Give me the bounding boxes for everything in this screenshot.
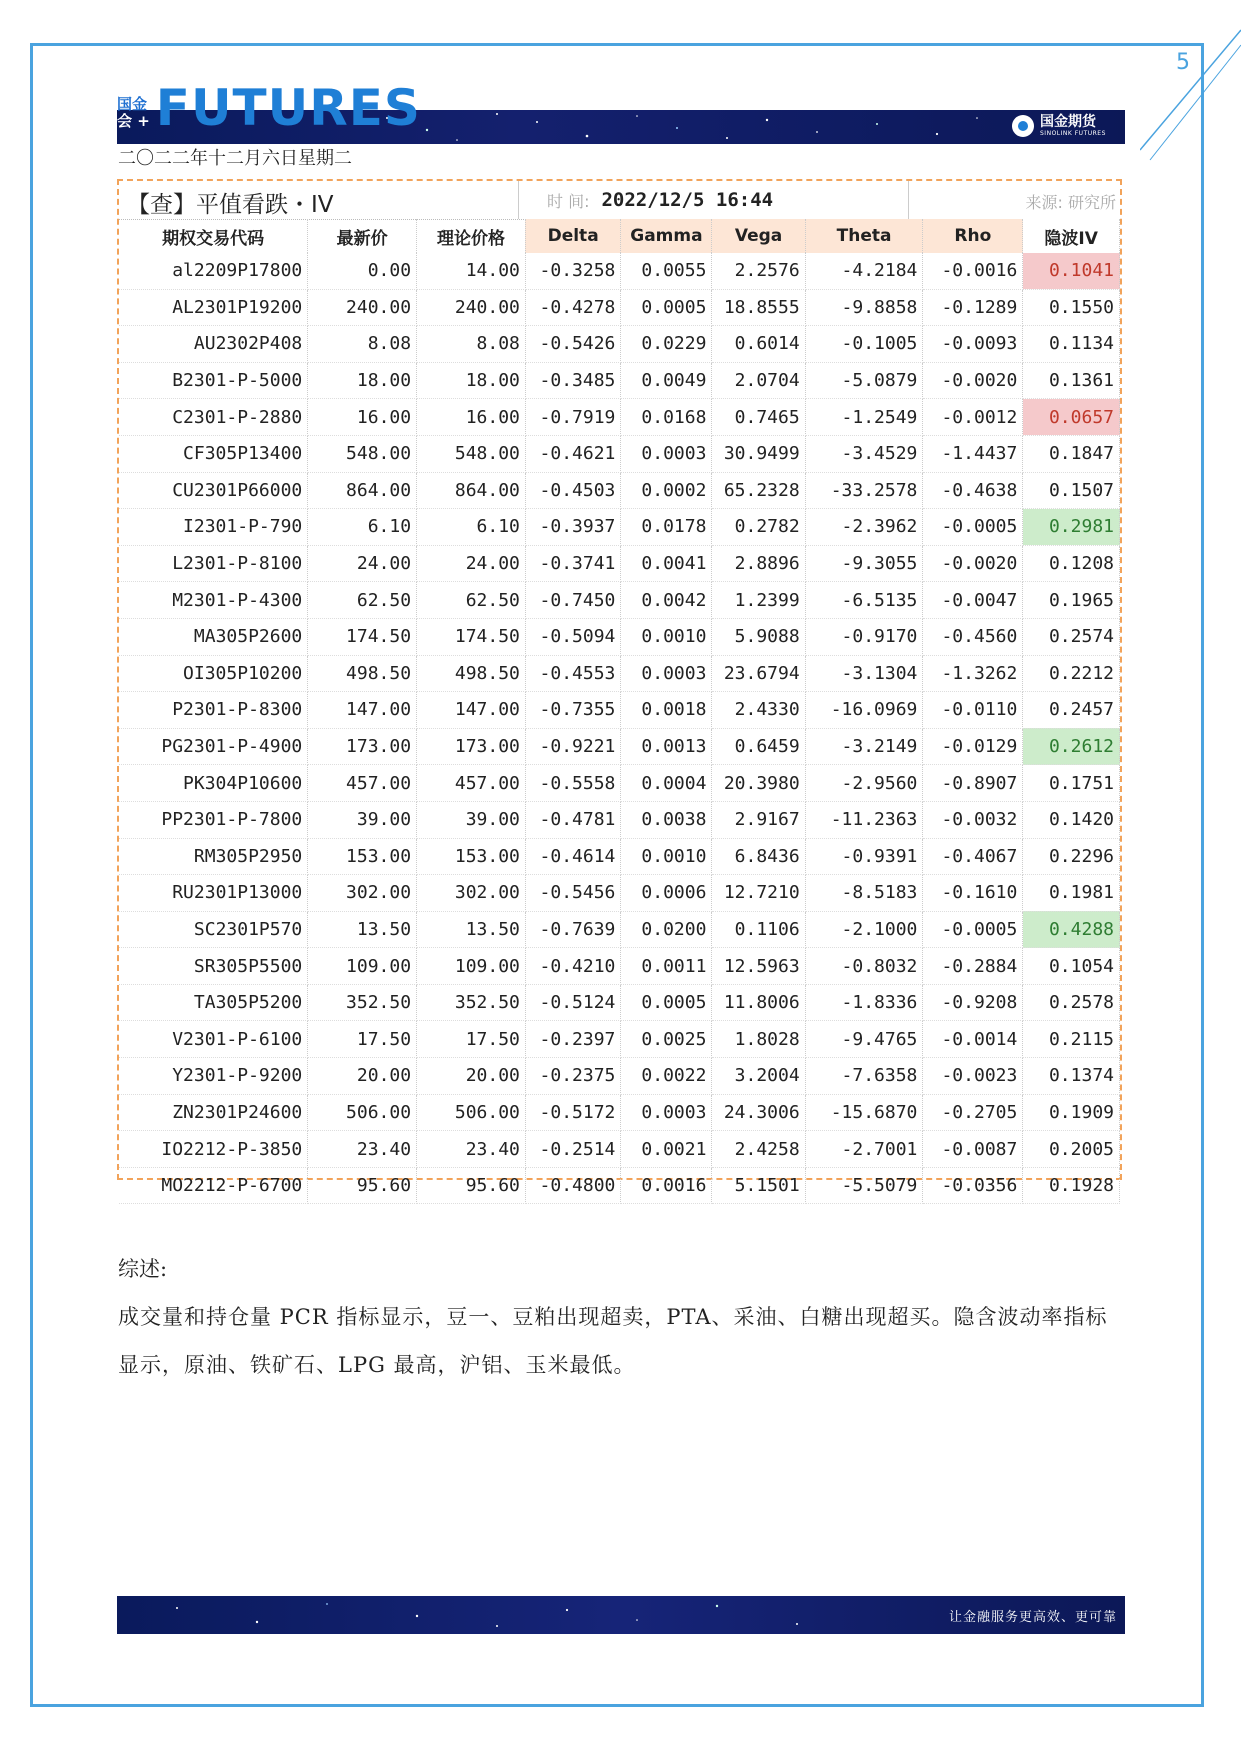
cell-theta: -0.8032 xyxy=(805,948,923,985)
cell-last: 302.00 xyxy=(308,875,417,912)
cell-code: al2209P17800 xyxy=(119,253,308,289)
table-header-row xyxy=(119,219,1120,253)
table-row xyxy=(119,582,1120,619)
cell-iv: 0.2578 xyxy=(1023,984,1120,1021)
table-row xyxy=(119,948,1120,985)
cell-rho: -1.3262 xyxy=(923,655,1023,692)
cell-theta: -3.1304 xyxy=(805,655,923,692)
cell-last: 95.60 xyxy=(308,1167,417,1204)
cell-rho: -0.0047 xyxy=(923,582,1023,619)
table-row xyxy=(119,326,1120,363)
col-theo-header: 理论价格 xyxy=(417,219,526,253)
table-row xyxy=(119,289,1120,326)
cell-last: 548.00 xyxy=(308,435,417,472)
cell-theta: -3.4529 xyxy=(805,435,923,472)
cell-code: MA305P2600 xyxy=(119,618,308,655)
cell-rho: -0.4067 xyxy=(923,838,1023,875)
cell-theo: 457.00 xyxy=(417,765,526,802)
cell-rho: -0.0087 xyxy=(923,1131,1023,1168)
cell-rho: -0.8907 xyxy=(923,765,1023,802)
cell-delta: -0.7639 xyxy=(525,911,620,948)
cell-vega: 1.2399 xyxy=(712,582,805,619)
table-row xyxy=(119,1131,1120,1168)
cell-rho: -0.9208 xyxy=(923,984,1023,1021)
cell-delta: -0.7450 xyxy=(525,582,620,619)
cell-theta: -8.5183 xyxy=(805,875,923,912)
cell-gamma: 0.0025 xyxy=(621,1021,712,1058)
cell-theta: -0.1005 xyxy=(805,326,923,363)
cell-theta: -15.6870 xyxy=(805,1094,923,1131)
cell-theta: -0.9391 xyxy=(805,838,923,875)
cell-theta: -5.0879 xyxy=(805,362,923,399)
cell-rho: -0.0032 xyxy=(923,801,1023,838)
cell-iv: 0.1550 xyxy=(1023,289,1120,326)
cell-code: M2301-P-4300 xyxy=(119,582,308,619)
cell-gamma: 0.0042 xyxy=(621,582,712,619)
cell-theta: -9.3055 xyxy=(805,545,923,582)
table-row xyxy=(119,399,1120,436)
cell-iv: 0.1965 xyxy=(1023,582,1120,619)
cell-last: 6.10 xyxy=(308,509,417,546)
cell-code: Y2301-P-9200 xyxy=(119,1058,308,1095)
cell-code: ZN2301P24600 xyxy=(119,1094,308,1131)
cell-code: CF305P13400 xyxy=(119,435,308,472)
cell-last: 17.50 xyxy=(308,1021,417,1058)
cell-iv: 0.1420 xyxy=(1023,801,1120,838)
cell-theo: 864.00 xyxy=(417,472,526,509)
cell-theta: -7.6358 xyxy=(805,1058,923,1095)
cell-theta: -6.5135 xyxy=(805,582,923,619)
cell-vega: 0.6459 xyxy=(712,728,805,765)
panel-title: 【查】平值看跌・IV xyxy=(119,181,519,219)
cell-vega: 0.7465 xyxy=(712,399,805,436)
col-iv-header: 隐波IV xyxy=(1023,219,1120,253)
table-row xyxy=(119,655,1120,692)
cell-vega: 24.3006 xyxy=(712,1094,805,1131)
cell-vega: 0.1106 xyxy=(712,911,805,948)
cell-theo: 20.00 xyxy=(417,1058,526,1095)
corner-decoration xyxy=(1140,0,1241,170)
cell-vega: 0.2782 xyxy=(712,509,805,546)
cell-delta: -0.2514 xyxy=(525,1131,620,1168)
cell-gamma: 0.0055 xyxy=(621,253,712,289)
cell-delta: -0.4553 xyxy=(525,655,620,692)
cell-iv: 0.2005 xyxy=(1023,1131,1120,1168)
cell-rho: -0.0356 xyxy=(923,1167,1023,1204)
cell-iv: 0.2574 xyxy=(1023,618,1120,655)
brand-icon xyxy=(1012,115,1034,137)
cell-theta: -2.9560 xyxy=(805,765,923,802)
cell-last: 0.00 xyxy=(308,253,417,289)
cell-vega: 12.7210 xyxy=(712,875,805,912)
cell-delta: -0.4781 xyxy=(525,801,620,838)
cell-theo: 506.00 xyxy=(417,1094,526,1131)
table-row xyxy=(119,545,1120,582)
cell-gamma: 0.0005 xyxy=(621,984,712,1021)
cell-last: 864.00 xyxy=(308,472,417,509)
cell-code: PG2301-P-4900 xyxy=(119,728,308,765)
cell-last: 109.00 xyxy=(308,948,417,985)
cell-code: AL2301P19200 xyxy=(119,289,308,326)
cell-rho: -0.0005 xyxy=(923,509,1023,546)
cell-gamma: 0.0041 xyxy=(621,545,712,582)
cell-theo: 352.50 xyxy=(417,984,526,1021)
cell-iv: 0.1054 xyxy=(1023,948,1120,985)
cell-theo: 173.00 xyxy=(417,728,526,765)
brand-cn: 国金期货 xyxy=(1040,114,1096,130)
cell-vega: 6.8436 xyxy=(712,838,805,875)
cell-gamma: 0.0011 xyxy=(621,948,712,985)
summary-heading: 综述: xyxy=(118,1257,168,1281)
cell-theta: -11.2363 xyxy=(805,801,923,838)
cell-theo: 23.40 xyxy=(417,1131,526,1168)
col-gamma-header: Gamma xyxy=(621,219,712,253)
cell-delta: -0.5124 xyxy=(525,984,620,1021)
time-value: 2022/12/5 16:44 xyxy=(601,189,774,211)
cell-delta: -0.4210 xyxy=(525,948,620,985)
futures-logo xyxy=(117,79,421,137)
footer-banner xyxy=(117,1596,1125,1634)
cell-delta: -0.5094 xyxy=(525,618,620,655)
cell-iv: 0.1361 xyxy=(1023,362,1120,399)
cell-delta: -0.5558 xyxy=(525,765,620,802)
cell-delta: -0.7919 xyxy=(525,399,620,436)
cell-theo: 62.50 xyxy=(417,582,526,619)
cell-last: 174.50 xyxy=(308,618,417,655)
cell-gamma: 0.0038 xyxy=(621,801,712,838)
table-row xyxy=(119,472,1120,509)
cell-gamma: 0.0003 xyxy=(621,655,712,692)
cell-gamma: 0.0003 xyxy=(621,435,712,472)
cell-theo: 240.00 xyxy=(417,289,526,326)
cell-last: 23.40 xyxy=(308,1131,417,1168)
cell-delta: -0.5426 xyxy=(525,326,620,363)
cell-gamma: 0.0178 xyxy=(621,509,712,546)
cell-theta: -4.2184 xyxy=(805,253,923,289)
cell-theo: 24.00 xyxy=(417,545,526,582)
cell-theta: -5.5079 xyxy=(805,1167,923,1204)
cell-gamma: 0.0018 xyxy=(621,692,712,729)
table-row xyxy=(119,253,1120,289)
table-row xyxy=(119,911,1120,948)
cell-theta: -9.8858 xyxy=(805,289,923,326)
page-number: 5 xyxy=(1176,50,1190,75)
cell-gamma: 0.0016 xyxy=(621,1167,712,1204)
summary-paragraph: 成交量和持仓量 PCR 指标显示，豆一、豆粕出现超卖，PTA、采油、白糖出现超买。隐含波动率指标显示，原油、铁矿石、LPG 最高，沪铝、玉米最低。 xyxy=(118,1305,1108,1377)
col-theta-header: Theta xyxy=(805,219,923,253)
cell-code: SR305P5500 xyxy=(119,948,308,985)
cell-iv: 0.1134 xyxy=(1023,326,1120,363)
cell-theo: 95.60 xyxy=(417,1167,526,1204)
cell-gamma: 0.0229 xyxy=(621,326,712,363)
cell-theta: -16.0969 xyxy=(805,692,923,729)
cell-last: 506.00 xyxy=(308,1094,417,1131)
cell-theo: 8.08 xyxy=(417,326,526,363)
cell-theta: -9.4765 xyxy=(805,1021,923,1058)
cell-code: IO2212-P-3850 xyxy=(119,1131,308,1168)
cell-delta: -0.2375 xyxy=(525,1058,620,1095)
cell-code: L2301-P-8100 xyxy=(119,545,308,582)
cell-last: 240.00 xyxy=(308,289,417,326)
cell-vega: 18.8555 xyxy=(712,289,805,326)
cell-theo: 16.00 xyxy=(417,399,526,436)
cell-theta: -0.9170 xyxy=(805,618,923,655)
cell-delta: -0.3937 xyxy=(525,509,620,546)
cell-theo: 6.10 xyxy=(417,509,526,546)
cell-gamma: 0.0006 xyxy=(621,875,712,912)
cell-vega: 2.0704 xyxy=(712,362,805,399)
cell-vega: 20.3980 xyxy=(712,765,805,802)
cell-rho: -0.0023 xyxy=(923,1058,1023,1095)
cell-vega: 5.1501 xyxy=(712,1167,805,1204)
cell-rho: -0.0005 xyxy=(923,911,1023,948)
cell-rho: -0.4638 xyxy=(923,472,1023,509)
summary-section xyxy=(118,1245,1128,1389)
cell-iv: 0.2212 xyxy=(1023,655,1120,692)
cell-iv: 0.1981 xyxy=(1023,875,1120,912)
cell-theta: -1.8336 xyxy=(805,984,923,1021)
cell-theo: 39.00 xyxy=(417,801,526,838)
cell-rho: -0.1289 xyxy=(923,289,1023,326)
cell-iv: 0.2981 xyxy=(1023,509,1120,546)
cell-iv: 0.2296 xyxy=(1023,838,1120,875)
cell-vega: 3.2004 xyxy=(712,1058,805,1095)
cell-gamma: 0.0010 xyxy=(621,618,712,655)
cell-delta: -0.5456 xyxy=(525,875,620,912)
cell-code: OI305P10200 xyxy=(119,655,308,692)
time-label: 时 间: xyxy=(547,191,590,211)
cell-code: C2301-P-2880 xyxy=(119,399,308,436)
table-row xyxy=(119,1021,1120,1058)
cell-rho: -0.0093 xyxy=(923,326,1023,363)
cell-delta: -0.3741 xyxy=(525,545,620,582)
cell-iv: 0.1507 xyxy=(1023,472,1120,509)
cell-code: SC2301P570 xyxy=(119,911,308,948)
cell-gamma: 0.0003 xyxy=(621,1094,712,1131)
cell-rho: -0.2705 xyxy=(923,1094,1023,1131)
col-delta-header: Delta xyxy=(525,219,620,253)
iv-panel xyxy=(117,179,1122,1197)
cell-vega: 65.2328 xyxy=(712,472,805,509)
cell-rho: -0.2884 xyxy=(923,948,1023,985)
col-code-header: 期权交易代码 xyxy=(119,219,308,253)
cell-rho: -0.0129 xyxy=(923,728,1023,765)
cell-theo: 13.50 xyxy=(417,911,526,948)
cell-vega: 30.9499 xyxy=(712,435,805,472)
source-label: 来源: 研究所 xyxy=(1025,193,1116,212)
cell-code: CU2301P66000 xyxy=(119,472,308,509)
cell-delta: -0.4278 xyxy=(525,289,620,326)
cell-rho: -0.0012 xyxy=(923,399,1023,436)
cell-theta: -2.3962 xyxy=(805,509,923,546)
cell-iv: 0.1909 xyxy=(1023,1094,1120,1131)
logo-futures-text: FUTURES xyxy=(155,79,421,137)
cell-last: 20.00 xyxy=(308,1058,417,1095)
footer-slogan: 让金融服务更高效、更可靠 xyxy=(948,1610,1117,1625)
cell-iv: 0.0657 xyxy=(1023,399,1120,436)
cell-theta: -3.2149 xyxy=(805,728,923,765)
cell-theo: 498.50 xyxy=(417,655,526,692)
col-rho-header: Rho xyxy=(923,219,1023,253)
cell-theta: -33.2578 xyxy=(805,472,923,509)
cell-last: 457.00 xyxy=(308,765,417,802)
cell-code: MO2212-P-6700 xyxy=(119,1167,308,1204)
cell-last: 62.50 xyxy=(308,582,417,619)
cell-delta: -0.2397 xyxy=(525,1021,620,1058)
cell-vega: 2.8896 xyxy=(712,545,805,582)
cell-theo: 174.50 xyxy=(417,618,526,655)
iv-table xyxy=(119,219,1120,1204)
cell-vega: 2.2576 xyxy=(712,253,805,289)
table-row xyxy=(119,692,1120,729)
cell-theta: -1.2549 xyxy=(805,399,923,436)
cell-code: PK304P10600 xyxy=(119,765,308,802)
cell-vega: 12.5963 xyxy=(712,948,805,985)
cell-theo: 548.00 xyxy=(417,435,526,472)
cell-iv: 0.1751 xyxy=(1023,765,1120,802)
cell-delta: -0.4621 xyxy=(525,435,620,472)
cell-last: 13.50 xyxy=(308,911,417,948)
report-date: 二〇二二年十二月六日星期二 xyxy=(118,148,352,169)
cell-delta: -0.5172 xyxy=(525,1094,620,1131)
cell-rho: -0.0110 xyxy=(923,692,1023,729)
table-row xyxy=(119,838,1120,875)
cell-gamma: 0.0049 xyxy=(621,362,712,399)
cell-last: 16.00 xyxy=(308,399,417,436)
cell-gamma: 0.0004 xyxy=(621,765,712,802)
cell-gamma: 0.0021 xyxy=(621,1131,712,1168)
cell-rho: -0.0020 xyxy=(923,545,1023,582)
cell-rho: -1.4437 xyxy=(923,435,1023,472)
cell-theo: 18.00 xyxy=(417,362,526,399)
cell-code: RU2301P13000 xyxy=(119,875,308,912)
table-row xyxy=(119,801,1120,838)
table-row xyxy=(119,1167,1120,1204)
table-row xyxy=(119,765,1120,802)
cell-rho: -0.4560 xyxy=(923,618,1023,655)
cell-gamma: 0.0168 xyxy=(621,399,712,436)
time-cell xyxy=(519,181,909,219)
cell-theo: 109.00 xyxy=(417,948,526,985)
cell-delta: -0.3485 xyxy=(525,362,620,399)
cell-gamma: 0.0010 xyxy=(621,838,712,875)
cell-vega: 11.8006 xyxy=(712,984,805,1021)
cell-delta: -0.7355 xyxy=(525,692,620,729)
table-row xyxy=(119,1058,1120,1095)
cell-theta: -2.1000 xyxy=(805,911,923,948)
cell-last: 39.00 xyxy=(308,801,417,838)
cell-iv: 0.1847 xyxy=(1023,435,1120,472)
table-row xyxy=(119,362,1120,399)
cell-last: 147.00 xyxy=(308,692,417,729)
cell-rho: -0.1610 xyxy=(923,875,1023,912)
col-vega-header: Vega xyxy=(712,219,805,253)
table-row xyxy=(119,984,1120,1021)
cell-iv: 0.1374 xyxy=(1023,1058,1120,1095)
table-row xyxy=(119,618,1120,655)
cell-code: B2301-P-5000 xyxy=(119,362,308,399)
cell-theo: 17.50 xyxy=(417,1021,526,1058)
cell-code: PP2301-P-7800 xyxy=(119,801,308,838)
cell-iv: 0.2115 xyxy=(1023,1021,1120,1058)
cell-vega: 2.9167 xyxy=(712,801,805,838)
cell-theo: 147.00 xyxy=(417,692,526,729)
table-body xyxy=(119,253,1120,1204)
cell-iv: 0.1208 xyxy=(1023,545,1120,582)
cell-last: 352.50 xyxy=(308,984,417,1021)
cell-delta: -0.9221 xyxy=(525,728,620,765)
cell-gamma: 0.0005 xyxy=(621,289,712,326)
cell-iv: 0.2612 xyxy=(1023,728,1120,765)
cell-gamma: 0.0013 xyxy=(621,728,712,765)
cell-code: V2301-P-6100 xyxy=(119,1021,308,1058)
cell-theo: 14.00 xyxy=(417,253,526,289)
cell-theo: 302.00 xyxy=(417,875,526,912)
cell-vega: 23.6794 xyxy=(712,655,805,692)
cell-iv: 0.2457 xyxy=(1023,692,1120,729)
logo-mark: 国金 会 + xyxy=(117,95,150,130)
cell-last: 24.00 xyxy=(308,545,417,582)
cell-vega: 2.4330 xyxy=(712,692,805,729)
cell-rho: -0.0020 xyxy=(923,362,1023,399)
cell-last: 18.00 xyxy=(308,362,417,399)
table-row xyxy=(119,875,1120,912)
cell-delta: -0.4800 xyxy=(525,1167,620,1204)
table-row xyxy=(119,1094,1120,1131)
cell-code: P2301-P-8300 xyxy=(119,692,308,729)
panel-title-row xyxy=(119,181,1120,220)
cell-iv: 0.1041 xyxy=(1023,253,1120,289)
cell-last: 498.50 xyxy=(308,655,417,692)
cell-rho: -0.0014 xyxy=(923,1021,1023,1058)
cell-last: 173.00 xyxy=(308,728,417,765)
cell-vega: 0.6014 xyxy=(712,326,805,363)
table-row xyxy=(119,728,1120,765)
cell-gamma: 0.0022 xyxy=(621,1058,712,1095)
cell-last: 8.08 xyxy=(308,326,417,363)
cell-rho: -0.0016 xyxy=(923,253,1023,289)
cell-vega: 1.8028 xyxy=(712,1021,805,1058)
brand-logo xyxy=(1012,114,1106,138)
cell-gamma: 0.0200 xyxy=(621,911,712,948)
cell-theo: 153.00 xyxy=(417,838,526,875)
cell-vega: 2.4258 xyxy=(712,1131,805,1168)
col-last-header: 最新价 xyxy=(308,219,417,253)
cell-theta: -2.7001 xyxy=(805,1131,923,1168)
brand-en: SINOLINK FUTURES xyxy=(1040,130,1106,137)
cell-code: TA305P5200 xyxy=(119,984,308,1021)
cell-delta: -0.3258 xyxy=(525,253,620,289)
cell-iv: 0.4288 xyxy=(1023,911,1120,948)
cell-vega: 5.9088 xyxy=(712,618,805,655)
cell-delta: -0.4503 xyxy=(525,472,620,509)
cell-code: I2301-P-790 xyxy=(119,509,308,546)
cell-last: 153.00 xyxy=(308,838,417,875)
table-row xyxy=(119,435,1120,472)
cell-gamma: 0.0002 xyxy=(621,472,712,509)
cell-delta: -0.4614 xyxy=(525,838,620,875)
cell-code: RM305P2950 xyxy=(119,838,308,875)
table-row xyxy=(119,509,1120,546)
cell-iv: 0.1928 xyxy=(1023,1167,1120,1204)
cell-code: AU2302P408 xyxy=(119,326,308,363)
